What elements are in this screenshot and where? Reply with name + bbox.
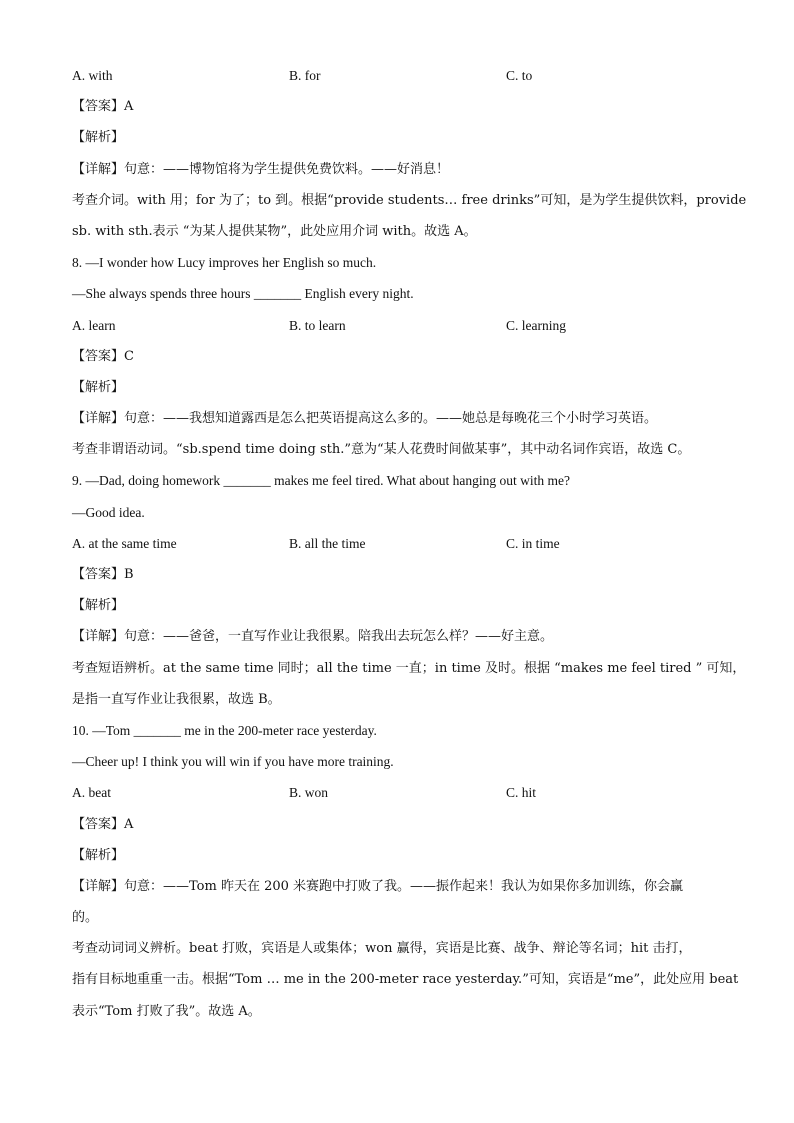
option-c: C. learning — [506, 317, 566, 333]
option-a: A. learn — [72, 317, 116, 333]
option-a: A. at the same time — [72, 535, 177, 551]
q10-stem-line-1: 10. —Tom _______ me in the 200-meter race yesterday. — [72, 722, 377, 738]
q7-explain-line-1: 考查介词。with 用；for 为了；to 到。根据“provide students… free drinks”可知，是为学生提供饮料，provide — [72, 192, 747, 208]
q8-options — [72, 314, 722, 345]
q10-explain-line-3: 表示“Tom 打败了我”。故选 A。 — [72, 1003, 261, 1019]
option-c: C. to — [506, 68, 533, 83]
option-b: B. for — [289, 68, 321, 83]
q10-answer: 【答案】A — [72, 816, 134, 832]
q9-explain-line-1: 考查短语辨析。at the same time 同时；all the time 一直；in time 及时。根据 “makes me feel tired ” 可知， — [72, 660, 746, 676]
q8-stem-line-2: —She always spends three hours _______ English every night. — [72, 286, 414, 302]
q10-options — [72, 781, 722, 812]
q8-analysis-label: 【解析】 — [72, 379, 125, 395]
q10-detail-line-2: 的。 — [72, 910, 99, 926]
option-c: C. hit — [506, 785, 537, 801]
q10-explain-line-1: 考查动词词义辨析。beat 打败，宾语是人或集体；won 赢得，宾语是比赛、战争、辩论等名词；hit 击打， — [72, 941, 692, 957]
q7-answer: 【答案】A — [72, 99, 134, 115]
q8-explain-line-1: 考查非谓语动词。“sb.spend time doing sth.”意为“某人花费时间做某事”，其中动名词作宾语，故选 C。 — [72, 442, 691, 458]
option-a: A. with — [72, 68, 113, 83]
q10-stem-line-2: —Cheer up! I think you will win if you have more training. — [72, 754, 394, 770]
q7-analysis-label: 【解析】 — [72, 130, 125, 146]
q9-explain-line-2: 是指一直写作业让我很累，故选 B。 — [72, 691, 281, 707]
q9-stem-line-2: —Good idea. — [72, 504, 145, 520]
option-c: C. in time — [506, 535, 560, 551]
q7-detail: 【详解】句意：——博物馆将为学生提供免费饮料。——好消息！ — [72, 161, 450, 177]
q9-stem-line-1: 9. —Dad, doing homework _______ makes me feel tired. What about hanging out with me? — [72, 473, 571, 489]
q7-options — [72, 64, 722, 95]
q8-stem-line-1: 8. —I wonder how Lucy improves her English so much. — [72, 255, 377, 271]
q8-answer: 【答案】C — [72, 348, 134, 364]
q10-explain-line-2: 指有目标地重重一击。根据“Tom … me in the 200-meter race yesterday.”可知，宾语是“me”，此处应用 beat — [72, 972, 739, 988]
q9-detail: 【详解】句意：——爸爸，一直写作业让我很累。陪我出去玩怎么样？——好主意。 — [72, 629, 554, 645]
q7-explain-line-2: sb. with sth.表示 “为某人提供某物”，此处应用介词 with。故选 A。 — [72, 223, 477, 239]
document-page — [72, 64, 747, 1031]
option-a: A. beat — [72, 785, 111, 801]
option-b: B. won — [289, 785, 329, 801]
q10-detail-line-1: 【详解】句意：——Tom 昨天在 200 米赛跑中打败了我。——振作起来！我认为如果你多加训练，你会赢 — [72, 878, 684, 894]
q9-analysis-label: 【解析】 — [72, 598, 125, 614]
q8-detail: 【详解】句意：——我想知道露西是怎么把英语提高这么多的。——她总是每晚花三个小时学习英语。 — [72, 411, 658, 427]
q9-answer: 【答案】B — [72, 567, 134, 582]
option-b: B. all the time — [289, 535, 366, 551]
option-b: B. to learn — [289, 317, 346, 333]
q9-options — [72, 532, 722, 563]
q10-analysis-label: 【解析】 — [72, 847, 125, 863]
